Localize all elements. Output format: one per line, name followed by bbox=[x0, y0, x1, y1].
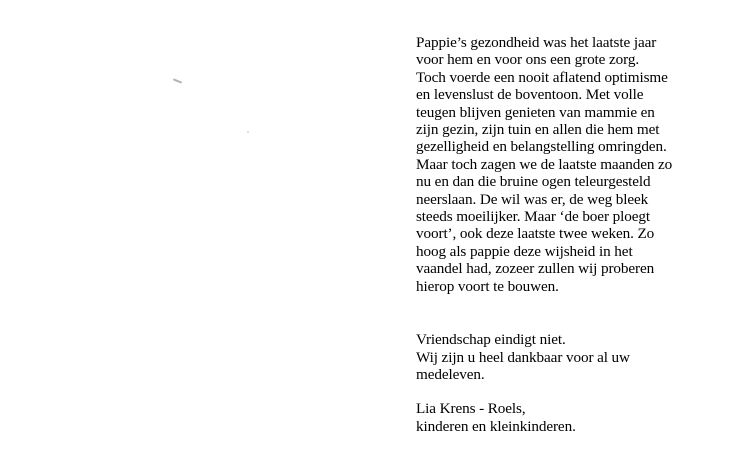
paragraph-line: neerslaan. De wil was er, de weg bleek bbox=[416, 190, 649, 208]
text-column bbox=[416, 34, 716, 435]
paragraph-line: zijn gezin, zijn tuin en allen die hem met bbox=[416, 121, 660, 139]
paragraph-line: gezelligheid en belangstelling omringden. bbox=[416, 138, 667, 156]
paragraph-line: voort’, ook deze laatste twee weken. Zo bbox=[416, 225, 655, 243]
scan-speck bbox=[173, 78, 182, 83]
main-paragraph bbox=[416, 34, 716, 295]
paragraph-line: teugen blijven genieten van mammie en bbox=[416, 103, 655, 121]
thanks-block bbox=[416, 331, 716, 383]
paragraph-line: nu en dan die bruine ogen teleurgesteld bbox=[416, 173, 651, 191]
paragraph-line: Maar toch zagen we de laatste maanden zo bbox=[416, 155, 673, 173]
paragraph-line: hierop voort te bouwen. bbox=[416, 277, 559, 295]
spacer bbox=[416, 383, 716, 400]
paragraph-line: hoog als pappie deze wijsheid in het bbox=[416, 242, 633, 260]
paragraph-line: Pappie’s gezondheid was het laatste jaar bbox=[416, 34, 657, 51]
signature-block bbox=[416, 400, 716, 435]
paragraph-line: voor hem en voor ons een grote zorg. bbox=[416, 51, 640, 69]
thanks-line: Vriendschap eindigt niet. bbox=[416, 331, 566, 349]
thanks-line: medeleven. bbox=[416, 365, 485, 383]
signature-line: kinderen en kleinkinderen. bbox=[416, 417, 576, 435]
signature-line: Lia Krens - Roels, bbox=[416, 400, 526, 418]
scan-speck bbox=[247, 131, 249, 133]
paragraph-line: vaandel had, zozeer zullen wij proberen bbox=[416, 260, 655, 278]
paragraph-line: steeds moeilijker. Maar ‘de boer ploegt bbox=[416, 208, 650, 226]
paragraph-line: en levenslust de boventoon. Met volle bbox=[416, 86, 644, 104]
paragraph-line: Toch voerde een nooit aflatend optimisme bbox=[416, 68, 668, 86]
thanks-line: Wij zijn u heel dankbaar voor al uw bbox=[416, 348, 630, 366]
spacer bbox=[416, 295, 716, 331]
